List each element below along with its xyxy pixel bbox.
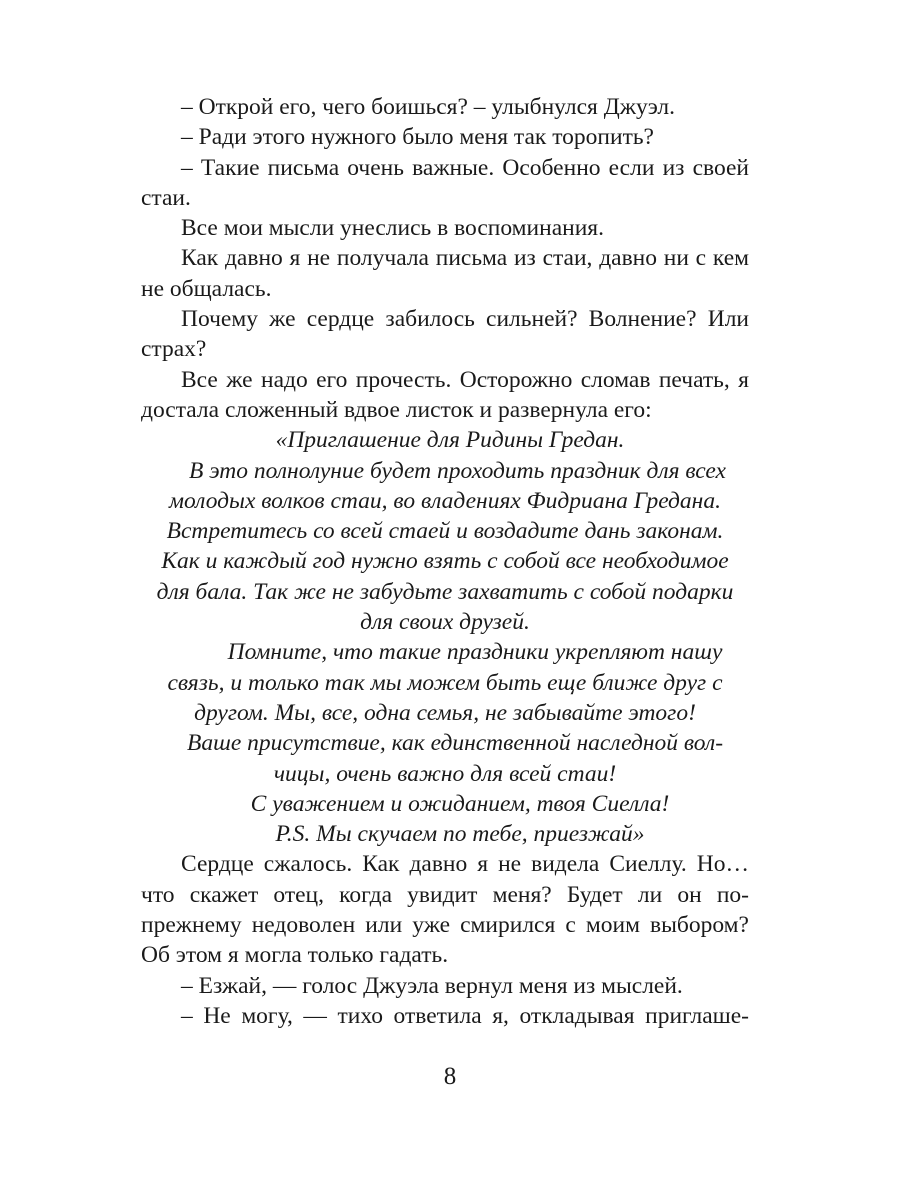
paragraph: Все мои мысли унеслись в воспоминания. (181, 215, 604, 242)
paragraph: – Открой его, чего боишься? – улыбнулся Джуэл. (181, 94, 676, 120)
letter-line: чицы, очень важно для всей стаи! (273, 760, 617, 787)
letter-line: P.S. Мы скучаем по тебе, приезжай» (275, 821, 645, 848)
letter-line: Встретитесь со всей стаей и воздадите дань законам. (166, 518, 724, 545)
paragraph: – Ради этого нужного было меня так торопить? (181, 124, 654, 151)
paragraph: – Такие письма очень важные. Особенно если из своей стаи. (141, 154, 749, 211)
paragraph: – Не могу, — тихо ответила я, откладывая приглаше- (181, 1002, 749, 1029)
invitation-letter (141, 425, 749, 849)
book-page-text (141, 92, 749, 1031)
letter-line: Как и каждый год нужно взять с собой все необходимое (161, 548, 729, 575)
paragraph: Все же надо его прочесть. Осторожно сломав печать, я достала сложенный вдвое листок и развернула его: (141, 366, 749, 423)
letter-line: С уважением и ожиданием, твоя Сиелла! (250, 790, 670, 817)
letter-line: связь, и только так мы можем быть еще ближе друг с (167, 669, 723, 696)
letter-line: В это полнолуние будет проходить праздник для всех (189, 457, 726, 484)
letter-line: для бала. Так же не забудьте захватить с собой подарки (156, 578, 734, 605)
paragraph: Сердце сжалось. Как давно я не видела Сиеллу. Но… что скажет отец, когда увидит меня? Будет ли он по-прежнему недоволен или уже смирился с моим выбором? Об этом я могла только гадать. (141, 851, 749, 969)
letter-line: Помните, что такие праздники укрепляют нашу (227, 639, 723, 666)
letter-line: «Приглашение для Ридины Гредан. (275, 427, 625, 454)
letter-line: другом. Мы, все, одна семья, не забывайте этого! (194, 699, 696, 726)
paragraph: – Езжай, — голос Джуэла вернул меня из мыслей. (181, 972, 683, 999)
letter-line: молодых волков стаи, во владениях Фидриана Гредана. (169, 487, 721, 514)
page-number: 8 (443, 1063, 457, 1090)
letter-line: для своих друзей. (360, 609, 530, 636)
letter-line: Ваше присутствие, как единственной наследной вол- (186, 730, 724, 757)
paragraph: Почему же сердце забилось сильней? Волнение? Или страх? (141, 306, 749, 363)
paragraph: Как давно я не получала письма из стаи, давно ни с кем не общалась. (141, 245, 749, 302)
